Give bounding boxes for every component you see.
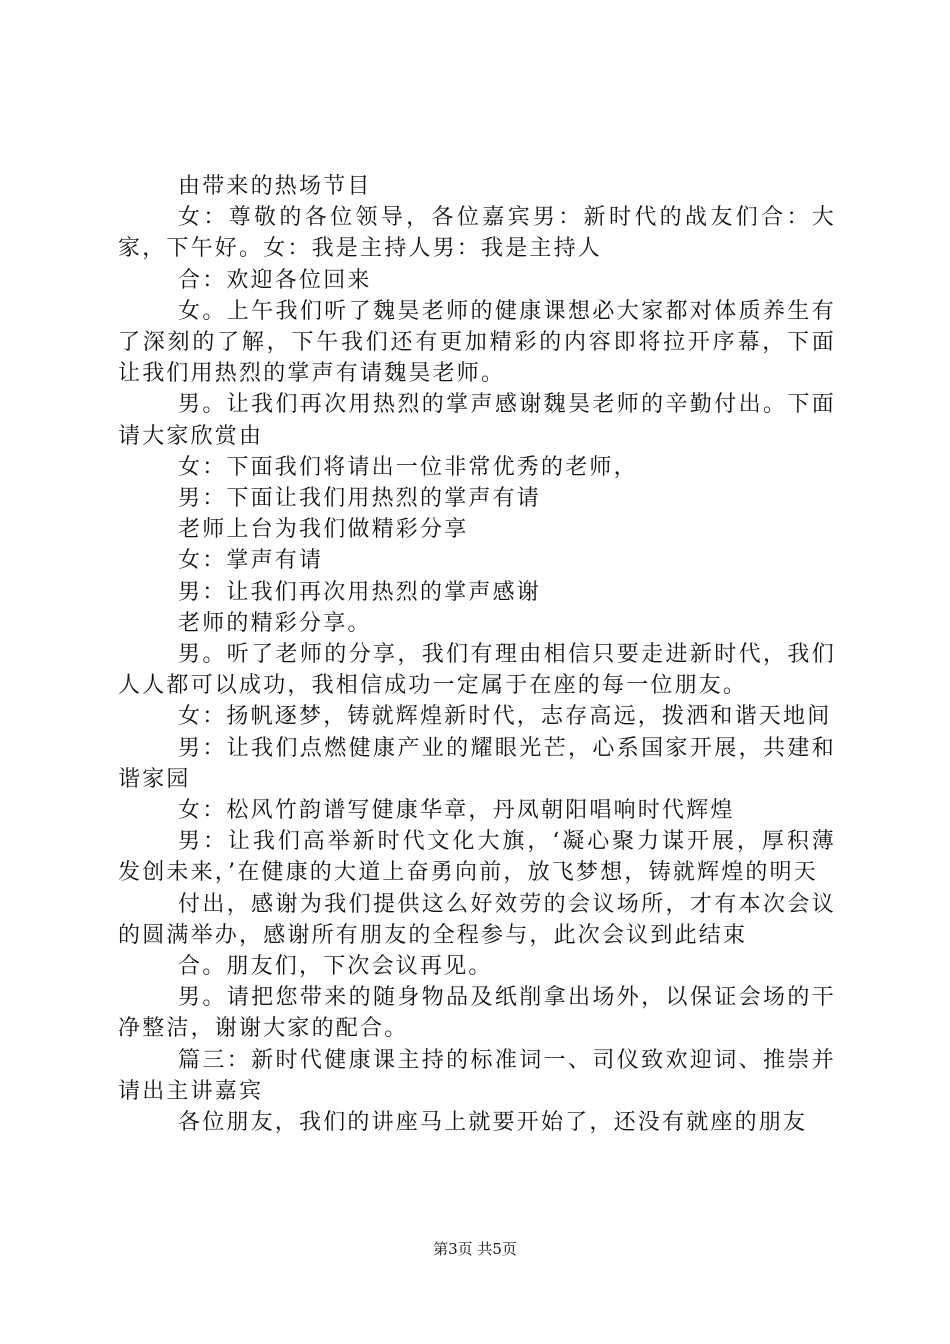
paragraph: 男。请把您带来的随身物品及纸削拿出场外，以保证会场的干净整洁，谢谢大家的配合。 <box>118 985 836 1042</box>
paragraph: 各位朋友，我们的讲座马上就要开始了，还没有就座的朋友 <box>178 1110 808 1136</box>
paragraph: 女：扬帆逐梦，铸就辉煌新时代，志存高远，拨洒和谐天地间 <box>178 704 832 730</box>
paragraph: 由带来的热场节目 <box>178 174 372 199</box>
paragraph: 篇三：新时代健康课主持的标准词一、司仪致欢迎词、推崇并请出主讲嘉宾 <box>118 1047 836 1104</box>
paragraph: 老师上台为我们做精彩分享 <box>178 517 469 543</box>
paragraph: 男：下面让我们用热烈的掌声有请 <box>178 486 542 512</box>
paragraph: 男：让我们点燃健康产业的耀眼光芒，心系国家开展，共建和谐家园 <box>118 735 836 792</box>
paragraph: 女：掌声有请 <box>178 548 324 574</box>
paragraph: 女：尊敬的各位领导，各位嘉宾男：新时代的战友们合：大家，下午好。女：我是主持人男：我是主持人 <box>118 205 836 262</box>
document-body <box>118 171 836 1138</box>
paragraph: 合：欢迎各位回来 <box>178 267 372 293</box>
paragraph: 老师的精彩分享。 <box>178 610 372 636</box>
paragraph: 男。让我们再次用热烈的掌声感谢魏昊老师的辛勤付出。下面请大家欣赏由 <box>118 392 836 449</box>
paragraph: 付出，感谢为我们提供这么好效劳的会议场所，才有本次会议的圆满举办，感谢所有朋友的全程参与，此次会议到此结束 <box>118 891 836 948</box>
paragraph: 女：松风竹韵谱写健康华章，丹凤朝阳唱响时代辉煌 <box>178 798 735 824</box>
paragraph: 男：让我们高举新时代文化大旗，‘凝心聚力谋开展，厚积薄发创未来，’在健康的大道上奋勇向前，放飞梦想，铸就辉煌的明天 <box>118 829 836 886</box>
paragraph: 男。听了老师的分享，我们有理由相信只要走进新时代，我们人人都可以成功，我相信成功一定属于在座的每一位朋友。 <box>118 642 836 699</box>
paragraph: 男：让我们再次用热烈的掌声感谢 <box>178 579 542 605</box>
page-number-footer: 第3页 共5页 <box>433 1240 517 1258</box>
paragraph: 女：下面我们将请出一位非常优秀的老师， <box>178 454 638 480</box>
paragraph: 合。朋友们，下次会议再见。 <box>178 954 493 980</box>
paragraph: 女。上午我们听了魏昊老师的健康课想必大家都对体质养生有了深刻的了解，下午我们还有更加精彩的内容即将拉开序幕，下面让我们用热烈的掌声有请魏昊老师。 <box>118 298 836 387</box>
